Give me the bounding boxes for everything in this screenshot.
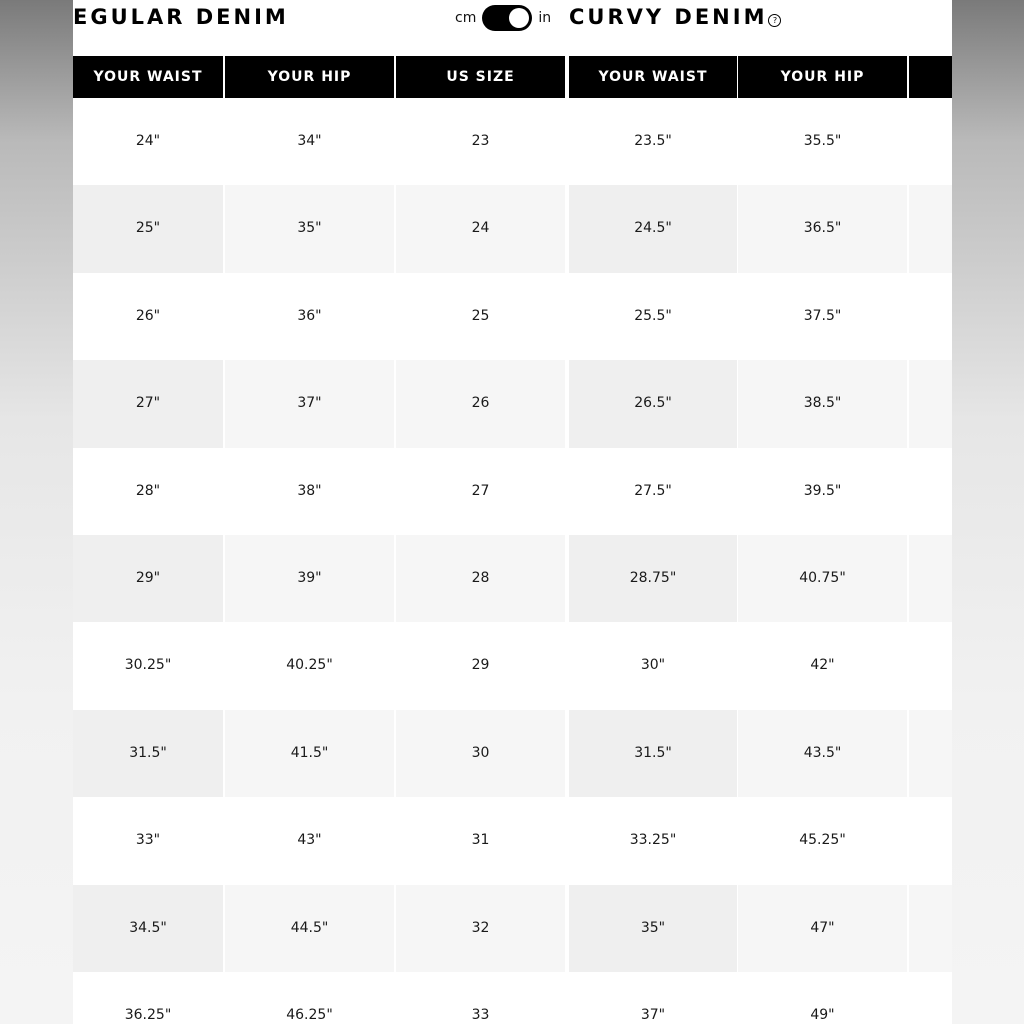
table-row — [73, 448, 952, 535]
cell-regular-waist: 24" — [73, 98, 223, 185]
table-row — [73, 360, 952, 447]
cell-curvy-cutoff — [909, 185, 952, 272]
cell-regular-hip: 41.5" — [225, 710, 394, 797]
cell-curvy-cutoff — [909, 535, 952, 622]
cell-curvy-hip: 36.5" — [738, 185, 907, 272]
cell-curvy-hip: 42" — [738, 622, 907, 709]
cell-regular-us-size: 24 — [396, 185, 565, 272]
column-header-regular-us-size: US SIZE — [396, 56, 565, 98]
cell-curvy-cutoff — [909, 885, 952, 972]
cell-regular-waist: 34.5" — [73, 885, 223, 972]
cell-curvy-hip: 39.5" — [738, 448, 907, 535]
table-row — [73, 710, 952, 797]
cell-curvy-waist: 35" — [569, 885, 737, 972]
cell-curvy-cutoff — [909, 448, 952, 535]
cell-regular-hip: 43" — [225, 797, 394, 884]
cell-curvy-cutoff — [909, 622, 952, 709]
cell-curvy-waist: 31.5" — [569, 710, 737, 797]
cell-regular-hip: 46.25" — [225, 972, 394, 1024]
table-body — [73, 98, 952, 1024]
cell-curvy-waist: 28.75" — [569, 535, 737, 622]
cell-regular-waist: 36.25" — [73, 972, 223, 1024]
table-header-row — [73, 56, 952, 98]
cell-regular-hip: 39" — [225, 535, 394, 622]
cell-curvy-hip: 49" — [738, 972, 907, 1024]
cell-regular-hip: 34" — [225, 98, 394, 185]
cell-regular-hip: 37" — [225, 360, 394, 447]
size-table — [73, 56, 952, 1024]
cell-regular-hip: 40.25" — [225, 622, 394, 709]
cell-regular-us-size: 32 — [396, 885, 565, 972]
table-row — [73, 885, 952, 972]
cell-regular-hip: 35" — [225, 185, 394, 272]
cell-curvy-cutoff — [909, 273, 952, 360]
cell-regular-us-size: 25 — [396, 273, 565, 360]
chart-header — [73, 0, 952, 56]
cell-curvy-hip: 37.5" — [738, 273, 907, 360]
cell-regular-us-size: 29 — [396, 622, 565, 709]
cell-curvy-hip: 45.25" — [738, 797, 907, 884]
curvy-denim-title-text: CURVY DENIM — [569, 5, 768, 29]
cell-curvy-cutoff — [909, 360, 952, 447]
cell-regular-us-size: 33 — [396, 972, 565, 1024]
cell-regular-us-size: 30 — [396, 710, 565, 797]
cell-regular-waist: 28" — [73, 448, 223, 535]
table-row — [73, 273, 952, 360]
cell-regular-waist: 29" — [73, 535, 223, 622]
cell-curvy-waist: 30" — [569, 622, 737, 709]
unit-cm-label[interactable]: cm — [455, 10, 477, 26]
cell-regular-waist: 25" — [73, 185, 223, 272]
cell-curvy-waist: 27.5" — [569, 448, 737, 535]
cell-regular-waist: 31.5" — [73, 710, 223, 797]
table-row — [73, 797, 952, 884]
table-row — [73, 535, 952, 622]
cell-regular-us-size: 27 — [396, 448, 565, 535]
table-row — [73, 98, 952, 185]
cell-curvy-hip: 38.5" — [738, 360, 907, 447]
unit-toggle[interactable] — [455, 5, 551, 31]
info-icon[interactable]: ? — [768, 14, 781, 27]
size-chart-panel — [73, 0, 952, 1024]
cell-curvy-waist: 24.5" — [569, 185, 737, 272]
cell-curvy-hip: 43.5" — [738, 710, 907, 797]
cell-curvy-hip: 47" — [738, 885, 907, 972]
regular-denim-title: EGULAR DENIM — [73, 5, 289, 29]
cell-regular-waist: 33" — [73, 797, 223, 884]
column-header-regular-hip: YOUR HIP — [225, 56, 394, 98]
cell-regular-us-size: 26 — [396, 360, 565, 447]
column-header-curvy-cutoff — [909, 56, 952, 98]
cell-regular-us-size: 23 — [396, 98, 565, 185]
column-header-curvy-hip: YOUR HIP — [738, 56, 907, 98]
cell-curvy-hip: 40.75" — [738, 535, 907, 622]
cell-curvy-waist: 37" — [569, 972, 737, 1024]
cell-regular-us-size: 28 — [396, 535, 565, 622]
column-header-regular-waist: YOUR WAIST — [73, 56, 223, 98]
cell-regular-waist: 27" — [73, 360, 223, 447]
cell-regular-hip: 38" — [225, 448, 394, 535]
cell-regular-waist: 26" — [73, 273, 223, 360]
cell-regular-waist: 30.25" — [73, 622, 223, 709]
cell-regular-hip: 44.5" — [225, 885, 394, 972]
curvy-denim-title — [569, 0, 781, 34]
cell-curvy-waist: 25.5" — [569, 273, 737, 360]
cell-curvy-waist: 26.5" — [569, 360, 737, 447]
cell-regular-hip: 36" — [225, 273, 394, 360]
column-header-curvy-waist: YOUR WAIST — [569, 56, 737, 98]
cell-regular-us-size: 31 — [396, 797, 565, 884]
unit-toggle-switch[interactable] — [482, 5, 532, 31]
cell-curvy-waist: 23.5" — [569, 98, 737, 185]
table-row — [73, 972, 952, 1024]
cell-curvy-cutoff — [909, 98, 952, 185]
cell-curvy-waist: 33.25" — [569, 797, 737, 884]
cell-curvy-cutoff — [909, 710, 952, 797]
table-row — [73, 622, 952, 709]
cell-curvy-cutoff — [909, 797, 952, 884]
cell-curvy-cutoff — [909, 972, 952, 1024]
cell-curvy-hip: 35.5" — [738, 98, 907, 185]
unit-in-label[interactable]: in — [538, 10, 552, 26]
table-row — [73, 185, 952, 272]
toggle-knob[interactable] — [509, 8, 529, 28]
